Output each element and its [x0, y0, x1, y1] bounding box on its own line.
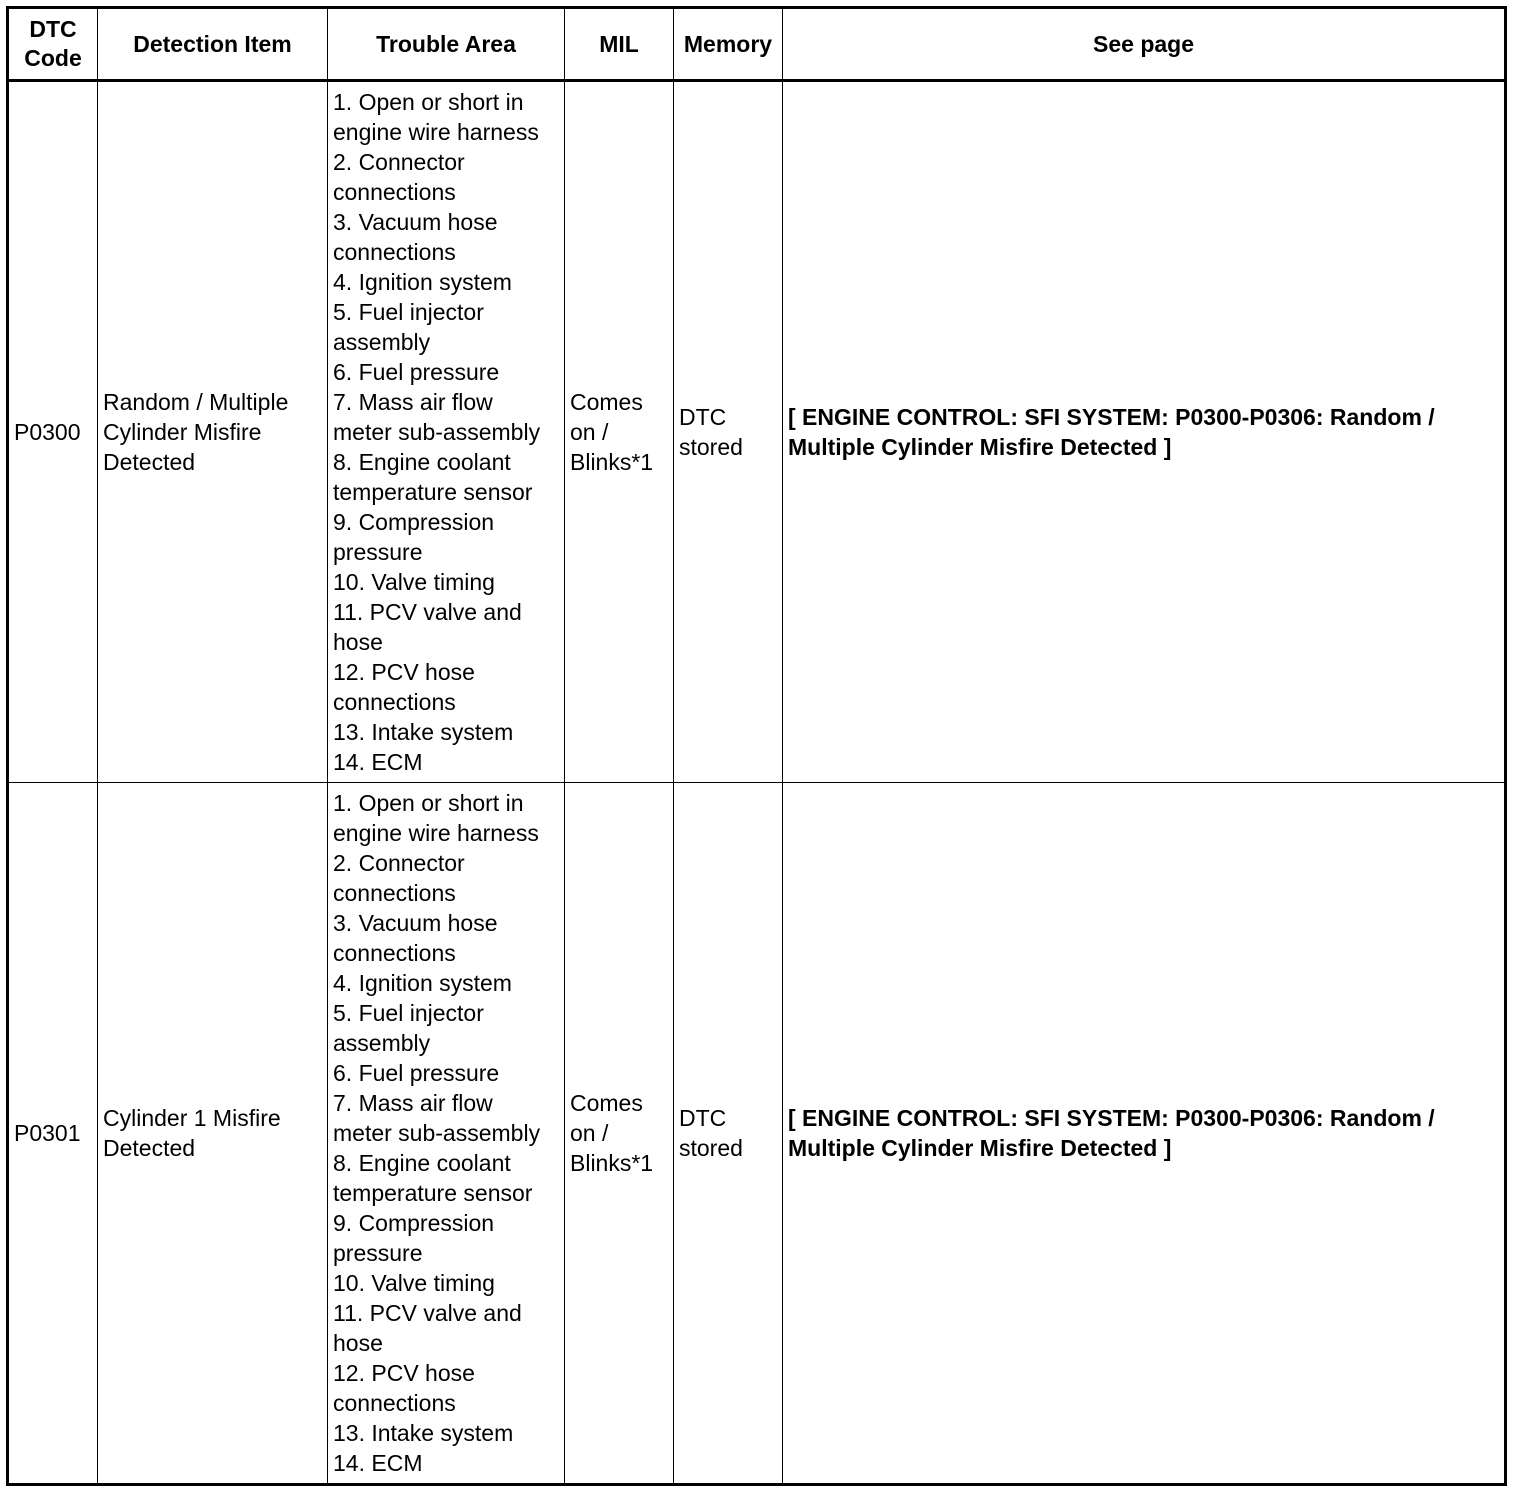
see-page-cell	[783, 81, 1506, 783]
trouble-area-line: 13. Intake system	[333, 1420, 514, 1446]
trouble-area-line: connections	[333, 239, 456, 265]
memory-cell	[674, 783, 783, 1485]
mil-line: Comes	[570, 389, 643, 415]
trouble-area-line: assembly	[333, 1030, 431, 1056]
memory-line: DTC	[679, 404, 727, 430]
trouble-area-line: 3. Vacuum hose	[333, 209, 498, 235]
trouble-area-line: pressure	[333, 1240, 423, 1266]
trouble-area-line: temperature sensor	[333, 479, 533, 505]
trouble-area-line: meter sub-assembly	[333, 1120, 541, 1146]
trouble-area-line: 8. Engine coolant	[333, 449, 511, 475]
memory-line: stored	[679, 1135, 743, 1161]
trouble-area-line: 11. PCV valve and	[333, 599, 522, 625]
trouble-area-line: 2. Connector	[333, 850, 465, 876]
trouble-area-line: 14. ECM	[333, 749, 423, 775]
trouble-area-line: 14. ECM	[333, 1450, 423, 1476]
mil-line: on /	[570, 1120, 609, 1146]
header-memory: Memory	[674, 8, 783, 81]
trouble-area-line: 5. Fuel injector	[333, 1000, 484, 1026]
trouble-area-line: 4. Ignition system	[333, 269, 512, 295]
trouble-area-line: engine wire harness	[333, 820, 539, 846]
mil-line: Comes	[570, 1090, 643, 1116]
header-trouble-area: Trouble Area	[328, 8, 565, 81]
trouble-area-line: assembly	[333, 329, 431, 355]
dtc-table	[6, 6, 1507, 1486]
trouble-area-line: pressure	[333, 539, 423, 565]
header-row	[8, 8, 1506, 81]
detection-item-cell	[98, 81, 328, 783]
trouble-area-line: hose	[333, 1330, 383, 1356]
trouble-area-line: connections	[333, 940, 456, 966]
detection-item-line: Cylinder Misfire	[103, 419, 262, 445]
table-row	[8, 81, 1506, 783]
trouble-area-line: 2. Connector	[333, 149, 465, 175]
mil-line: Blinks*1	[570, 1150, 654, 1176]
trouble-area-line: 9. Compression	[333, 1210, 495, 1236]
trouble-area-line: connections	[333, 1390, 456, 1416]
detection-item-line: Cylinder 1 Misfire	[103, 1105, 281, 1131]
see-page-cell	[783, 783, 1506, 1485]
trouble-area-line: 12. PCV hose	[333, 659, 475, 685]
header-dtc-code	[8, 8, 98, 81]
table-header	[8, 8, 1506, 81]
table-row	[8, 783, 1506, 1485]
trouble-area-cell	[328, 783, 565, 1485]
trouble-area-line: 7. Mass air flow	[333, 1090, 493, 1116]
trouble-area-line: 9. Compression	[333, 509, 495, 535]
trouble-area-line: 1. Open or short in	[333, 89, 524, 115]
trouble-area-line: 10. Valve timing	[333, 569, 495, 595]
trouble-area-line: 10. Valve timing	[333, 1270, 495, 1296]
mil-line: on /	[570, 419, 609, 445]
header-detection-item: Detection Item	[98, 8, 328, 81]
trouble-area-line: connections	[333, 689, 456, 715]
trouble-area-line: 1. Open or short in	[333, 790, 524, 816]
see-page-link[interactable]: [ ENGINE CONTROL: SFI SYSTEM: P0300-P0306: Random / Multiple Cylinder Misfire Detected ]	[788, 1105, 1435, 1161]
detection-item-line: Random / Multiple	[103, 389, 289, 415]
dtc-code-cell: P0301	[8, 783, 98, 1485]
header-see-page: See page	[783, 8, 1506, 81]
header-dtc-code-line1: DTC	[29, 16, 77, 42]
memory-line: DTC	[679, 1105, 727, 1131]
trouble-area-line: 13. Intake system	[333, 719, 514, 745]
see-page-link[interactable]: [ ENGINE CONTROL: SFI SYSTEM: P0300-P0306: Random / Multiple Cylinder Misfire Detected ]	[788, 404, 1435, 460]
trouble-area-line: meter sub-assembly	[333, 419, 541, 445]
trouble-area-line: 6. Fuel pressure	[333, 359, 500, 385]
trouble-area-line: 6. Fuel pressure	[333, 1060, 500, 1086]
detection-item-line: Detected	[103, 449, 196, 475]
mil-line: Blinks*1	[570, 449, 654, 475]
memory-line: stored	[679, 434, 743, 460]
dtc-code-cell: P0300	[8, 81, 98, 783]
mil-cell	[565, 783, 674, 1485]
trouble-area-line: 12. PCV hose	[333, 1360, 475, 1386]
trouble-area-line: 5. Fuel injector	[333, 299, 484, 325]
trouble-area-line: 4. Ignition system	[333, 970, 512, 996]
trouble-area-line: temperature sensor	[333, 1180, 533, 1206]
trouble-area-cell	[328, 81, 565, 783]
trouble-area-line: 7. Mass air flow	[333, 389, 493, 415]
header-dtc-code-line2: Code	[24, 45, 82, 71]
mil-cell	[565, 81, 674, 783]
memory-cell	[674, 81, 783, 783]
trouble-area-line: 8. Engine coolant	[333, 1150, 511, 1176]
trouble-area-line: 11. PCV valve and	[333, 1300, 522, 1326]
header-mil: MIL	[565, 8, 674, 81]
trouble-area-line: connections	[333, 179, 456, 205]
detection-item-line: Detected	[103, 1135, 196, 1161]
trouble-area-line: 3. Vacuum hose	[333, 910, 498, 936]
trouble-area-line: connections	[333, 880, 456, 906]
trouble-area-line: hose	[333, 629, 383, 655]
detection-item-cell	[98, 783, 328, 1485]
trouble-area-line: engine wire harness	[333, 119, 539, 145]
table-body	[8, 81, 1506, 1485]
